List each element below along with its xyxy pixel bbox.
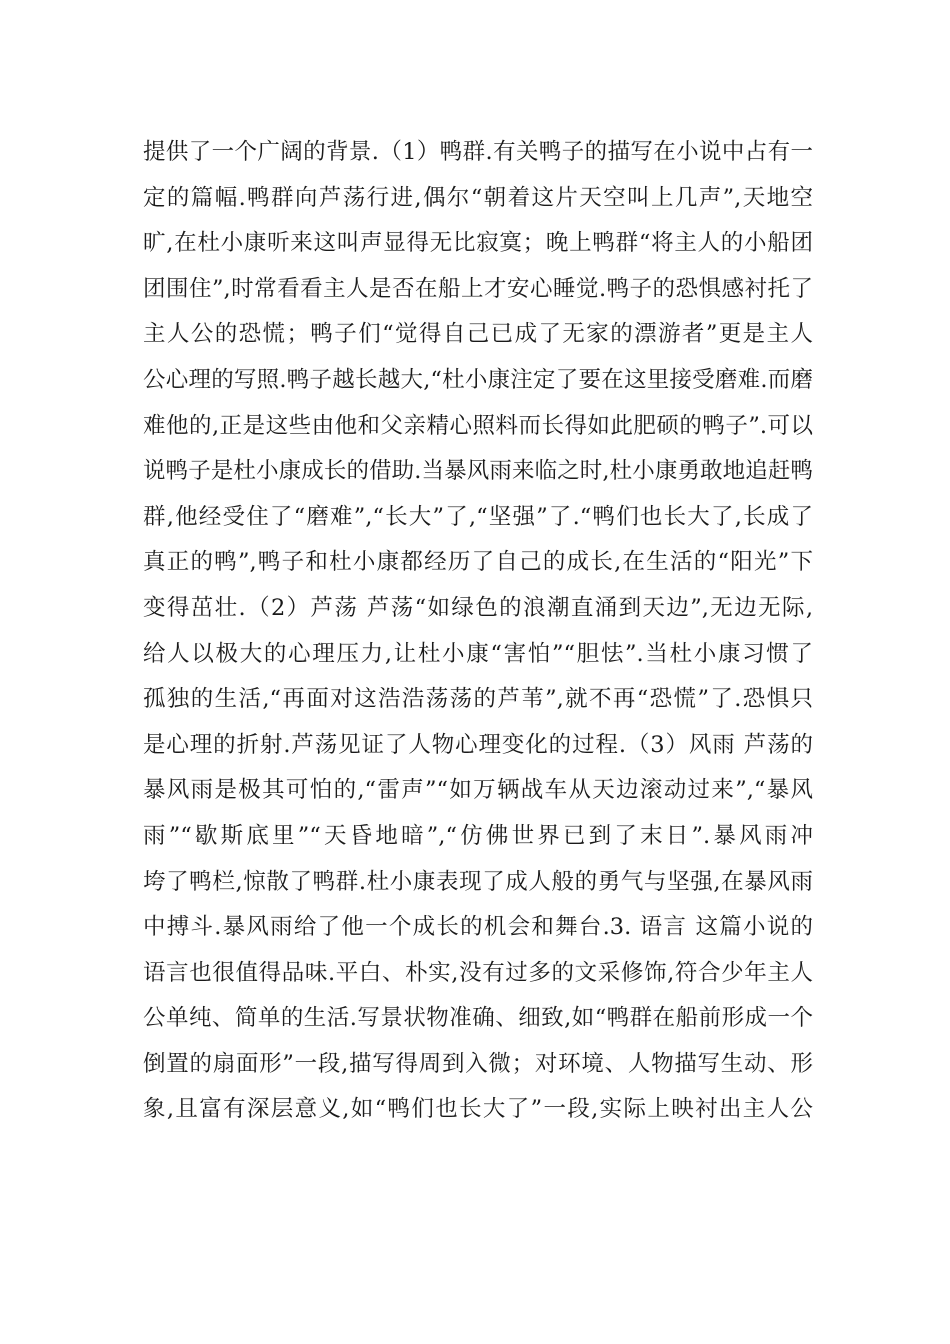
- text-line: 中搏斗.暴风雨给了他一个成长的机会和舞台.3. 语言 这篇小说的: [143, 914, 813, 941]
- text-line: 暴风雨是极其可怕的,“雷声”“如万辆战车从天边滚动过来”,“暴风: [143, 777, 813, 804]
- text-line: 公单纯、简单的生活.写景状物准确、细致,如“鸭群在船前形成一个: [143, 1005, 813, 1032]
- text-line: 说鸭子是杜小康成长的借助.当暴风雨来临之时,杜小康勇敢地追赶鸭: [143, 458, 813, 485]
- text-line: 群,他经受住了“磨难”,“长大”了,“坚强”了.“鸭们也长大了,长成了: [143, 503, 813, 530]
- text-line: 垮了鸭栏,惊散了鸭群.杜小康表现了成人般的勇气与坚强,在暴风雨: [143, 868, 813, 895]
- text-line: 倒置的扇面形”一段,描写得周到入微；对环境、人物描写生动、形: [143, 1050, 813, 1077]
- text-line: 真正的鸭”,鸭子和杜小康都经历了自己的成长,在生活的“阳光”下: [143, 549, 813, 576]
- text-line: 孤独的生活,“再面对这浩浩荡荡的芦苇”,就不再“恐慌”了.恐惧只: [143, 686, 813, 713]
- text-line: 雨”“歇斯底里”“天昏地暗”,“仿佛世界已到了末日”.暴风雨冲: [143, 822, 813, 849]
- text-line: 主人公的恐慌；鸭子们“觉得自己已成了无家的漂游者”更是主人: [143, 321, 813, 348]
- text-line: 提供了一个广阔的背景.（1）鸭群.有关鸭子的描写在小说中占有一: [143, 139, 813, 165]
- text-line: 难他的,正是这些由他和父亲精心照料而长得如此肥硕的鸭子”.可以: [143, 412, 813, 439]
- text-line: 团围住”,时常看看主人是否在船上才安心睡觉.鸭子的恐惧感衬托了: [143, 275, 813, 302]
- text-line: 旷,在杜小康听来这叫声显得无比寂寞；晚上鸭群“将主人的小船团: [143, 230, 813, 257]
- text-line: 变得茁壮.（2）芦荡 芦荡“如绿色的浪潮直涌到天边”,无边无际,: [143, 594, 813, 621]
- text-line: 象,且富有深层意义,如“鸭们也长大了”一段,实际上映衬出主人公: [143, 1096, 813, 1123]
- text-line: 语言也很值得品味.平白、朴实,没有过多的文采修饰,符合少年主人: [143, 959, 813, 986]
- body-text: [143, 130, 813, 1133]
- text-line: 定的篇幅.鸭群向芦荡行进,偶尔“朝着这片天空叫上几声”,天地空: [143, 184, 813, 211]
- text-line: 公心理的写照.鸭子越长越大,“杜小康注定了要在这里接受磨难.而磨: [143, 366, 813, 393]
- text-line: 给人以极大的心理压力,让杜小康“害怕”“胆怯”.当杜小康习惯了: [143, 640, 813, 667]
- text-line: 是心理的折射.芦荡见证了人物心理变化的过程.（3）风雨 芦荡的: [143, 731, 813, 758]
